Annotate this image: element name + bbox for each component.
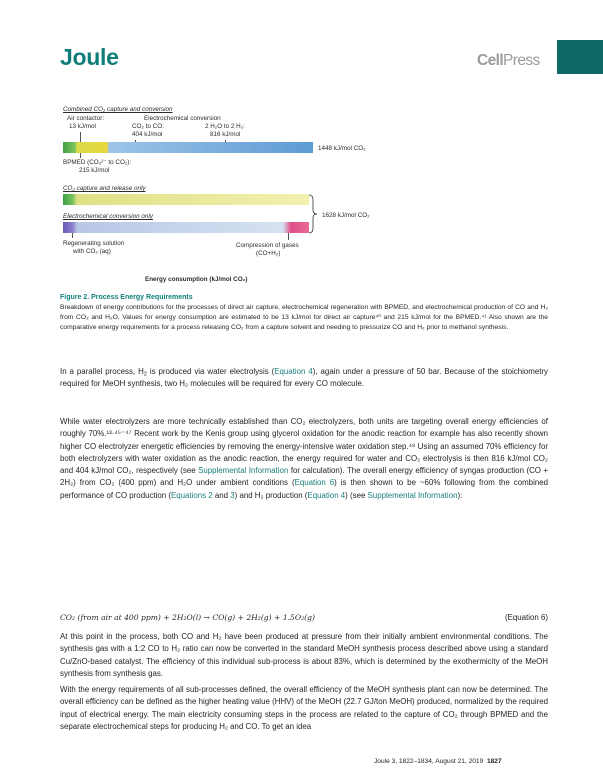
fig-co2-to-co-label: CO₂ to CO: <box>132 123 164 130</box>
fig-tick-air <box>80 132 81 142</box>
fig-air-contactor-value: 13 kJ/mol <box>69 123 96 130</box>
fig-brace <box>307 194 319 234</box>
footer-page-number: 1827 <box>486 758 502 765</box>
paragraph-1 <box>60 366 548 391</box>
p2-link-supplemental-2[interactable]: Supplemental Information <box>367 490 458 500</box>
p2-link-3[interactable]: 3 <box>230 490 235 500</box>
p2-text-f: ) (see <box>345 490 366 500</box>
figure-caption-title: Figure 2. Process Energy Requirements <box>60 294 193 301</box>
figure-energy-requirements <box>60 100 390 288</box>
p2-text: While water electrolyzers are more technically established than CO₂ electrolyzers, both units are targeting overall energy efficiencies of roughly 70%.¹³·⁴⁵⁻⁴⁷ Recent work by the Kenis group using glycerol oxidation for the anodic reaction for example has also recently shown higher CO electrolyzer energetic efficiencies by removing the energy-intensive water oxidation step.⁴⁸ Using an assumed 70% efficiency for both electrolyzers with water oxidation as the anodic reaction, the energy required for water and CO₂ electrolysis is then 816 kJ/mol CO₂ and 404 kJ/mol CO₂, respectively (see <box>60 417 548 476</box>
fig-regen-label2: with CO₂ (aq) <box>73 248 111 255</box>
fig-section3-title: Electrochemical conversion only <box>63 213 153 220</box>
fig-h2o-to-h2-label: 2 H₂O to 2 H₂: <box>205 123 245 130</box>
p2-text-e: ) and H₂ production ( <box>234 490 308 500</box>
fig-tick-compression <box>288 233 289 240</box>
p2-link-equation6[interactable]: Equation 6 <box>294 478 335 488</box>
fig-compression-label2: (CO+H₂) <box>256 250 281 257</box>
fig-h2o-to-h2-value: 816 kJ/mol <box>210 131 241 138</box>
paragraph-4: With the energy requirements of all sub-processes defined, the overall efficiency of the MeOH synthesis plant can now be determined. The overall efficiency can be defined as the higher heating value (HHV) of the MeOH (22.7 GJ/ton MeOH) produced, normalized by the required input of electrical energy. The main electricity consuming steps in the process are related to the capture of CO₂ through BPMED and the separate electrochemical steps for producing H₂ and CO. To get an idea <box>60 685 548 731</box>
p1-link-equation4[interactable]: Equation 4 <box>274 367 313 376</box>
p2-link-supplemental-1[interactable]: Supplemental Information <box>198 466 289 476</box>
journal-logo: Joule <box>60 44 119 70</box>
p1-text-c: ), again under a pressure of 50 bar. Because of the stoichiometry required for MeOH synthesis, two H₂ molecules will be required for every CO molecule. <box>60 367 548 389</box>
equation-6-number: (Equation 6) <box>505 613 548 622</box>
footer-citation: Joule 3, 1822–1834, August 21, 2019 <box>374 758 484 765</box>
equation-6-expression: CO₂ (from air at 400 ppm) + 2H₂O(l) → CO(g) + 2H₂(g) + 1.5O₂(g) <box>60 613 315 622</box>
figure-caption-body: Breakdown of energy contributions for the processes of direct air capture, electrochemical regeneration with BPMED, and electrochemical production of CO and H₂ from CO₂ and H₂O. Values for energy consumption are estimated to be 13 kJ/mol for direct air capture⁴⁰ and 215 kJ/mol for the BPMED.⁴¹ Also shown are the comparative energy requirements for a process releasing CO₂ from a capture solvent and needing to pressurize CO and H₂ prior to methanol synthesis. <box>60 304 548 332</box>
p1-text-a: In a parallel process, H <box>60 367 144 376</box>
fig-bpmed-value: 215 kJ/mol <box>79 167 110 174</box>
fig-compression-label: Compression of gases <box>236 242 299 249</box>
fig-x-axis-label: Energy consumption (kJ/mol CO₂) <box>145 276 248 283</box>
fig-section1-title: Combined CO₂ capture and conversion <box>63 106 173 113</box>
fig-bar-combined <box>63 142 313 153</box>
fig-co2-to-co-value: 404 kJ/mol <box>132 131 163 138</box>
fig-section2-title: CO₂ capture and release only <box>63 185 146 192</box>
p2-text-d: and <box>214 490 229 500</box>
p2-link-equations2[interactable]: Equations 2 <box>170 490 213 500</box>
publisher-logo-bold: Cell <box>477 52 504 69</box>
fig-bpmed-label: BPMED (CO₃²⁻ to CO₂): <box>63 159 132 166</box>
corner-accent-tab <box>557 40 603 74</box>
page-footer <box>374 758 502 765</box>
fig-electrochem-title: Electrochemical conversion <box>144 115 221 122</box>
publisher-logo-light: Press <box>503 52 540 69</box>
fig-total2: 1628 kJ/mol CO₂ <box>322 212 370 219</box>
fig-total1: 1448 kJ/mol CO₂ <box>318 145 366 152</box>
p2-link-equation4[interactable]: Equation 4 <box>307 490 346 500</box>
fig-tick-regen <box>72 233 73 238</box>
p1-text-b: is produced via water electrolysis ( <box>146 367 275 376</box>
p2-text-g: ): <box>457 490 463 500</box>
fig-bar-conversion <box>63 222 309 233</box>
paragraph-2 <box>60 416 548 502</box>
p2-text-b: for calculation). The overall energy efficiency of syngas production (CO + 2H₂) from CO₂ (400 ppm) and H₂O under ambient conditions ( <box>60 466 548 488</box>
p2-text-c: ) is then shown to be ~60% following from the combined performance of CO production ( <box>60 478 548 500</box>
p1-sub: 2 <box>143 371 147 378</box>
fig-air-contactor-label: Air contactor: <box>67 115 105 122</box>
paragraph-3: At this point in the process, both CO and H₂ have been produced at pressure from their initially ambient environmental conditions. The synthesis gas with a 1:2 CO to H₂ ratio can now be converted in the standard MeOH synthesis process described above using a standard Cu/ZnO-based catalyst. The efficiency of this individual sub-process is about 83%, which is determined by the exothermicity of the MeOH synthesis from synthesis gas. <box>60 632 548 678</box>
fig-regen-label: Regenerating solution <box>63 240 125 247</box>
equation-6 <box>60 612 548 624</box>
fig-tick-bpmed <box>80 153 81 158</box>
fig-bar-capture <box>63 194 309 205</box>
publisher-logo <box>477 52 540 70</box>
